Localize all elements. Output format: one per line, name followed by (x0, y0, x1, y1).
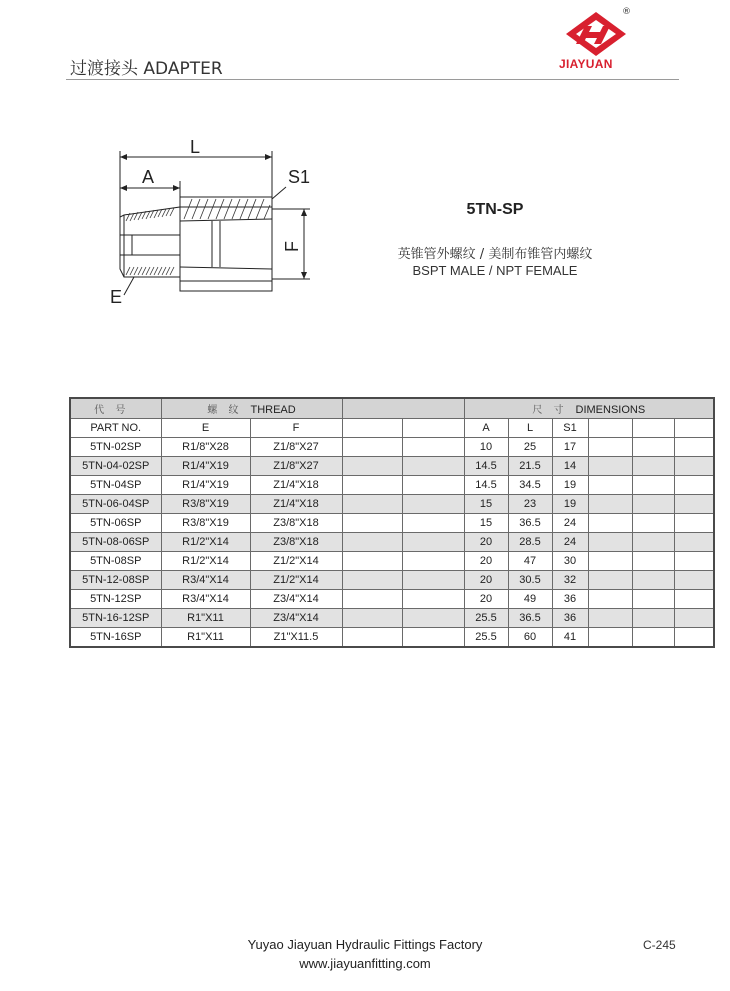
cell-s1: 32 (552, 571, 588, 590)
cell-empty (588, 495, 632, 514)
col-l: L (508, 419, 552, 438)
table-body (70, 438, 714, 648)
cell-empty (402, 476, 464, 495)
cell-empty (342, 552, 402, 571)
table-row (70, 552, 714, 571)
table-group-header (70, 398, 714, 419)
cell-empty (402, 533, 464, 552)
cell-l: 30.5 (508, 571, 552, 590)
cell-a: 20 (464, 552, 508, 571)
cell-e: R3/4"X14 (161, 571, 250, 590)
cell-empty (402, 609, 464, 628)
logo-text: JIAYUAN (559, 57, 613, 71)
cell-l: 60 (508, 628, 552, 648)
cell-empty (588, 571, 632, 590)
cell-empty (342, 495, 402, 514)
cell-empty (342, 533, 402, 552)
cell-f: Z3/4"X14 (250, 590, 342, 609)
cell-empty (342, 457, 402, 476)
table-column-header (70, 419, 714, 438)
label-s1: S1 (288, 167, 311, 187)
cell-l: 34.5 (508, 476, 552, 495)
cell-a: 25.5 (464, 609, 508, 628)
cell-part-no: 5TN-16SP (70, 628, 161, 648)
cell-empty (588, 552, 632, 571)
spec-table (69, 397, 715, 648)
cell-empty (402, 590, 464, 609)
cell-s1: 36 (552, 609, 588, 628)
cell-empty (402, 438, 464, 457)
product-description-cn: 英锥管外螺纹 / 美制布锥管内螺纹 (397, 247, 593, 262)
cell-empty (588, 476, 632, 495)
cell-empty (588, 628, 632, 648)
cell-a: 15 (464, 514, 508, 533)
col-empty (342, 419, 402, 438)
cell-empty (632, 628, 674, 648)
cell-empty (674, 476, 714, 495)
cell-empty (402, 571, 464, 590)
cell-f: Z1/8"X27 (250, 457, 342, 476)
cell-s1: 36 (552, 590, 588, 609)
cell-empty (674, 628, 714, 648)
cell-empty (402, 628, 464, 648)
cell-l: 23 (508, 495, 552, 514)
label-e: E (110, 287, 123, 307)
table-row (70, 609, 714, 628)
table-row (70, 571, 714, 590)
footer-company: Yuyao Jiayuan Hydraulic Fittings Factory (247, 937, 483, 952)
cell-f: Z1/4"X18 (250, 476, 342, 495)
col-s1: S1 (552, 419, 588, 438)
cell-f: Z3/8"X18 (250, 533, 342, 552)
cell-empty (588, 438, 632, 457)
cell-a: 25.5 (464, 628, 508, 648)
table-row (70, 628, 714, 648)
footer-website: www.jiayuanfitting.com (299, 956, 431, 971)
cell-empty (588, 609, 632, 628)
cell-part-no: 5TN-04SP (70, 476, 161, 495)
col-part-no: PART NO. (70, 419, 161, 438)
cell-s1: 14 (552, 457, 588, 476)
cell-a: 20 (464, 533, 508, 552)
cell-e: R3/8"X19 (161, 495, 250, 514)
cell-f: Z1/4"X18 (250, 495, 342, 514)
cell-empty (632, 495, 674, 514)
cell-empty (632, 438, 674, 457)
col-empty (632, 419, 674, 438)
product-code: 5TN-SP (466, 201, 524, 218)
cell-a: 20 (464, 571, 508, 590)
product-description-en: BSPT MALE / NPT FEMALE (412, 263, 578, 278)
cell-e: R1/4"X19 (161, 457, 250, 476)
cell-a: 10 (464, 438, 508, 457)
cell-empty (342, 590, 402, 609)
cell-empty (632, 476, 674, 495)
cell-empty (632, 457, 674, 476)
cell-a: 20 (464, 590, 508, 609)
label-l: L (190, 137, 201, 157)
cell-empty (632, 552, 674, 571)
cell-part-no: 5TN-06SP (70, 514, 161, 533)
cell-f: Z1"X11.5 (250, 628, 342, 648)
group-blank (342, 398, 464, 419)
page-number: C-245 (643, 938, 676, 952)
cell-part-no: 5TN-06-04SP (70, 495, 161, 514)
cell-empty (632, 514, 674, 533)
col-empty (402, 419, 464, 438)
cell-e: R1/2"X14 (161, 533, 250, 552)
cell-empty (674, 590, 714, 609)
cell-f: Z1/2"X14 (250, 552, 342, 571)
cell-a: 14.5 (464, 476, 508, 495)
cell-empty (674, 552, 714, 571)
cell-e: R3/4"X14 (161, 590, 250, 609)
col-empty (588, 419, 632, 438)
cell-empty (342, 438, 402, 457)
table-row (70, 533, 714, 552)
cell-empty (674, 457, 714, 476)
col-f: F (250, 419, 342, 438)
cell-l: 21.5 (508, 457, 552, 476)
page-title: 过渡接头 ADAPTER (70, 59, 223, 79)
cell-empty (402, 514, 464, 533)
cell-e: R1/4"X19 (161, 476, 250, 495)
cell-empty (402, 457, 464, 476)
table-row (70, 514, 714, 533)
cell-empty (632, 533, 674, 552)
cell-empty (588, 514, 632, 533)
cell-empty (674, 533, 714, 552)
cell-empty (342, 609, 402, 628)
table-row (70, 457, 714, 476)
col-e: E (161, 419, 250, 438)
cell-f: Z3/8"X18 (250, 514, 342, 533)
group-dimensions: 尺 寸 DIMENSIONS (464, 398, 714, 419)
table-row (70, 590, 714, 609)
col-a: A (464, 419, 508, 438)
label-f: F (282, 241, 302, 252)
cell-l: 36.5 (508, 609, 552, 628)
cell-e: R1/8"X28 (161, 438, 250, 457)
cell-f: Z1/8"X27 (250, 438, 342, 457)
cell-a: 15 (464, 495, 508, 514)
cell-l: 36.5 (508, 514, 552, 533)
cell-e: R1"X11 (161, 609, 250, 628)
table-row (70, 476, 714, 495)
cell-empty (588, 590, 632, 609)
cell-e: R1"X11 (161, 628, 250, 648)
cell-f: Z3/4"X14 (250, 609, 342, 628)
cell-s1: 30 (552, 552, 588, 571)
cell-empty (674, 571, 714, 590)
cell-f: Z1/2"X14 (250, 571, 342, 590)
table-row (70, 495, 714, 514)
cell-s1: 19 (552, 476, 588, 495)
registered-mark: ® (622, 7, 631, 17)
cell-s1: 24 (552, 514, 588, 533)
cell-l: 28.5 (508, 533, 552, 552)
label-a: A (142, 167, 155, 187)
cell-s1: 41 (552, 628, 588, 648)
cell-s1: 24 (552, 533, 588, 552)
cell-empty (674, 495, 714, 514)
cell-empty (674, 609, 714, 628)
cell-part-no: 5TN-04-02SP (70, 457, 161, 476)
cell-e: R3/8"X19 (161, 514, 250, 533)
cell-part-no: 5TN-16-12SP (70, 609, 161, 628)
cell-e: R1/2"X14 (161, 552, 250, 571)
cell-l: 49 (508, 590, 552, 609)
group-part: 代 号 (70, 398, 161, 419)
cell-empty (402, 552, 464, 571)
col-empty (674, 419, 714, 438)
cell-empty (342, 628, 402, 648)
group-thread: 螺 纹 THREAD (161, 398, 342, 419)
cell-empty (632, 609, 674, 628)
adapter-drawing (100, 135, 330, 315)
cell-s1: 19 (552, 495, 588, 514)
cell-empty (342, 571, 402, 590)
cell-part-no: 5TN-08-06SP (70, 533, 161, 552)
cell-part-no: 5TN-12-08SP (70, 571, 161, 590)
cell-empty (632, 590, 674, 609)
cell-empty (402, 495, 464, 514)
cell-part-no: 5TN-12SP (70, 590, 161, 609)
cell-empty (674, 438, 714, 457)
cell-empty (342, 514, 402, 533)
cell-empty (588, 533, 632, 552)
cell-part-no: 5TN-02SP (70, 438, 161, 457)
cell-empty (342, 476, 402, 495)
header-divider (66, 79, 679, 80)
cell-l: 25 (508, 438, 552, 457)
cell-empty (674, 514, 714, 533)
cell-a: 14.5 (464, 457, 508, 476)
table-row (70, 438, 714, 457)
cell-l: 47 (508, 552, 552, 571)
cell-s1: 17 (552, 438, 588, 457)
cell-empty (632, 571, 674, 590)
cell-empty (588, 457, 632, 476)
cell-part-no: 5TN-08SP (70, 552, 161, 571)
